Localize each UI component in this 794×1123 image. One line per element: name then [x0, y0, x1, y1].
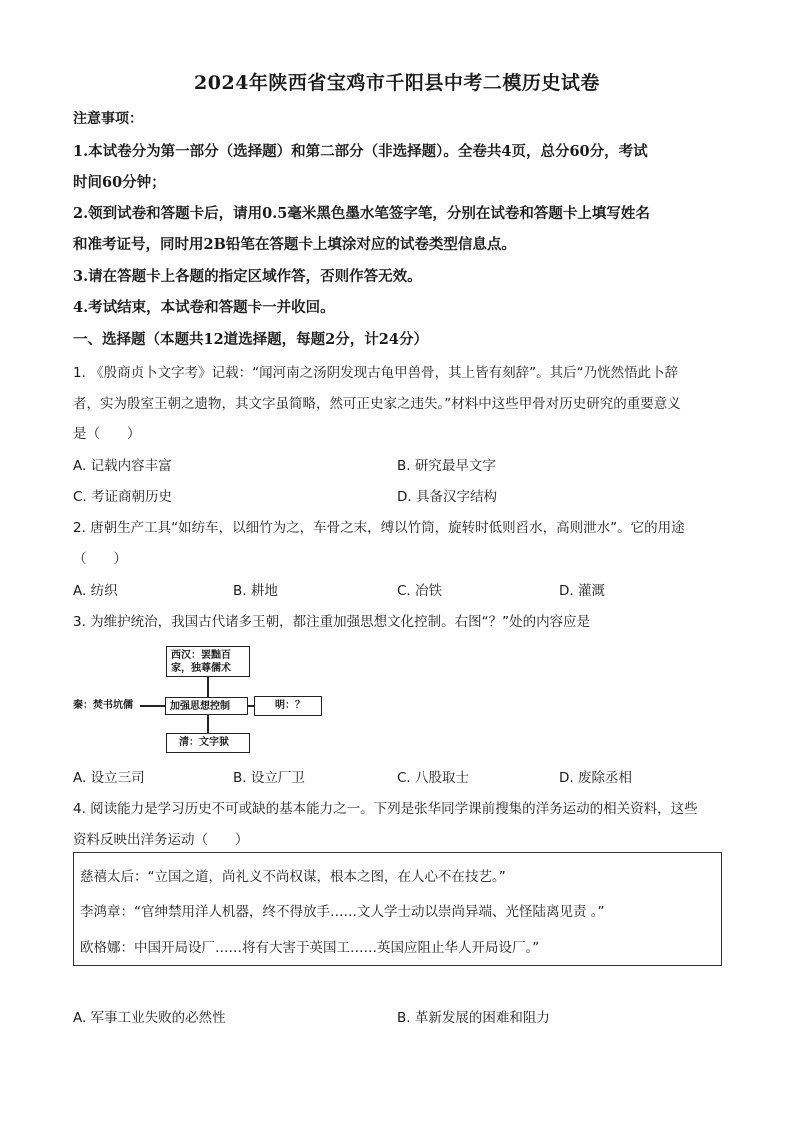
q3-option-b[interactable]: B. 设立厂卫 [233, 770, 305, 786]
q2-line-2: （ ） [73, 551, 127, 567]
diagram-connector-top [207, 677, 209, 697]
q4-option-b[interactable]: B. 革新发展的困难和阻力 [397, 1010, 550, 1026]
diagram-box-ming: 明：？ [254, 696, 322, 716]
q3-line-1: 3. 为维护统治，我国古代诸多王朝，都注重加强思想文化控制。右图“？”处的内容应是 [73, 614, 591, 630]
diagram-xihan-line-2: 家，独尊儒术 [171, 663, 231, 674]
q1-option-b[interactable]: B. 研究最早文字 [397, 458, 496, 474]
diagram-xihan-line-1: 西汉：罢黜百 [171, 650, 231, 661]
q1-line-2: 者，实为殷室王朝之遗物，其文字虽简略，然可正史家之违失。”材料中这些甲骨对历史研究的重要意义 [73, 396, 681, 412]
notice-line-3: 2.领到试卷和答题卡后，请用0.5毫米黑色墨水笔签字笔，分别在试卷和答题卡上填写姓名 [73, 205, 650, 222]
q4-quote-cixi: 慈禧太后：“立国之道，尚礼义不尚权谋，根本之图，在人心不在技艺。” [80, 869, 506, 885]
notice-line-2: 时间60分钟； [73, 174, 166, 191]
q4-line-1: 4. 阅读能力是学习历史不可或缺的基本能力之一。下列是张华同学课前搜集的洋务运动的相关资料，这些 [73, 801, 698, 817]
diagram-connector-left [140, 705, 165, 707]
notice-line-5: 3.请在答题卡上各题的指定区域作答，否则作答无效。 [73, 268, 422, 285]
q1-line-3: 是（ ） [73, 426, 141, 442]
q4-quote-ogena: 欧格娜：中国开局设厂……将有大害于英国工……英国应阻止华人开局设厂。” [80, 940, 540, 956]
q4-line-2: 资料反映出洋务运动（ ） [73, 832, 249, 848]
q2-option-d[interactable]: D. 灌溉 [559, 583, 605, 599]
notice-line-1: 1.本试卷分为第一部分（选择题）和第二部分（非选择题）。全卷共4页，总分60分，考试 [73, 143, 648, 160]
q2-option-c[interactable]: C. 冶铁 [397, 583, 443, 599]
exam-title: 2024年陕西省宝鸡市千阳县中考二模历史试卷 [194, 72, 600, 94]
q3-option-a[interactable]: A. 设立三司 [73, 770, 145, 786]
section-heading: 一、选择题（本题共12道选择题，每题2分，计24分） [73, 331, 428, 348]
q1-line-1: 1. 《殷商贞卜文字考》记载：“闻河南之汤阴发现古龟甲兽骨，其上皆有刻辞”。其后“乃恍然悟此卜辞 [73, 365, 679, 381]
q3-option-c[interactable]: C. 八股取士 [397, 770, 470, 786]
notice-line-4: 和准考证号，同时用2B铅笔在答题卡上填涂对应的试卷类型信息点。 [73, 236, 516, 253]
q1-option-c[interactable]: C. 考证商朝历史 [73, 489, 173, 505]
q4-quote-lihongzhang: 李鸿章：“官绅禁用洋人机器，终不得放手……文人学士动以崇尚异端、光怪陆离见责 。” [80, 904, 605, 920]
q1-option-a[interactable]: A. 记载内容丰富 [73, 458, 172, 474]
notice-heading: 注意事项： [73, 111, 143, 127]
diagram-box-xihan [166, 646, 250, 677]
q3-option-d[interactable]: D. 废除丞相 [559, 770, 632, 786]
diagram-box-qin: 秦：焚书坑儒 [73, 697, 140, 714]
q2-option-a[interactable]: A. 纺织 [73, 583, 118, 599]
q2-line-1: 2. 唐朝生产工具“如纺车，以细竹为之，车骨之末，缚以竹筒，旋转时低则舀水，高则泄水”。它的用途 [73, 520, 685, 536]
q2-option-b[interactable]: B. 耕地 [233, 583, 278, 599]
q4-option-a[interactable]: A. 军事工业失败的必然性 [73, 1010, 226, 1026]
diagram-box-qing: 清：文字狱 [166, 733, 250, 753]
q1-option-d[interactable]: D. 具备汉字结构 [397, 489, 497, 505]
diagram-box-center: 加强思想控制 [165, 697, 248, 715]
diagram-connector-bottom [207, 713, 209, 733]
notice-line-6: 4.考试结束，本试卷和答题卡一并收回。 [73, 299, 335, 316]
